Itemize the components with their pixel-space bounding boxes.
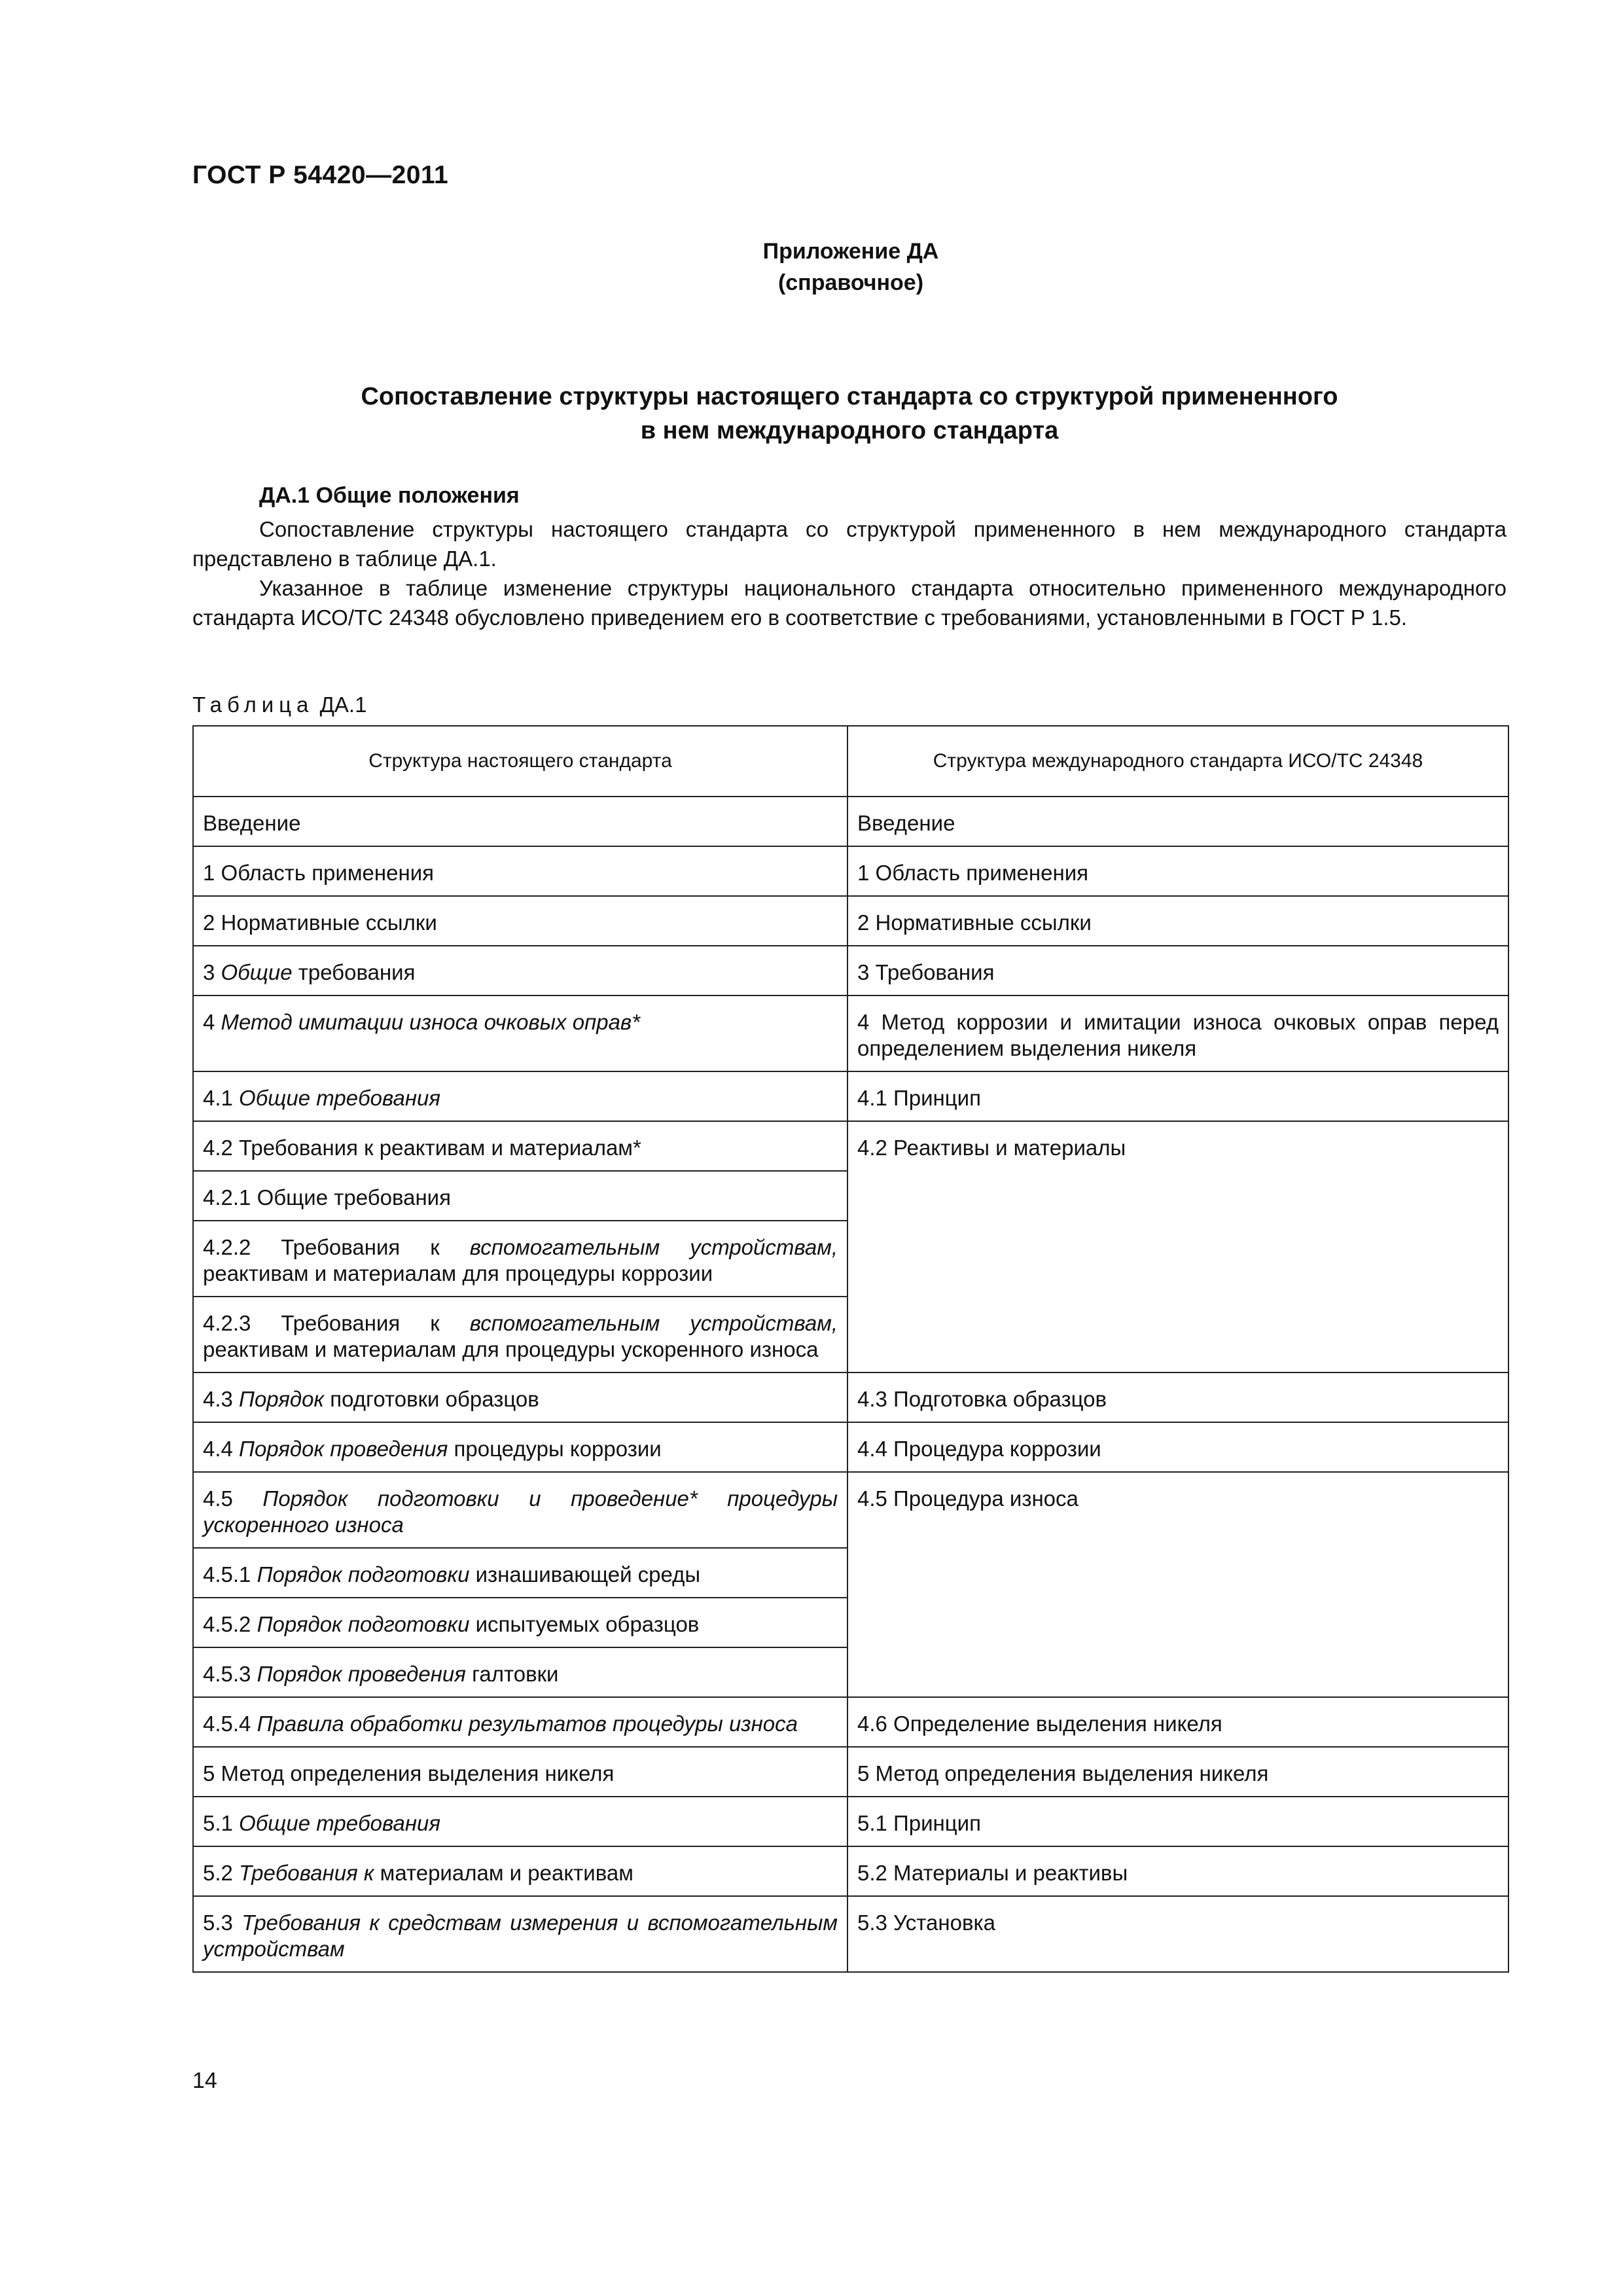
- document-title-line-1: Сопоставление структуры настоящего стандарта со структурой примененного: [361, 383, 1338, 410]
- cell-italic-text: Порядок подготовки: [257, 1612, 470, 1636]
- table-caption-number: ДА.1: [319, 692, 367, 717]
- document-title-line-2: в нем международного стандарта: [640, 417, 1059, 444]
- table-header-row: [193, 726, 1508, 797]
- table-row: [193, 996, 1508, 1071]
- table-cell-right-merged: 4.5 Процедура износа: [847, 1472, 1508, 1697]
- table-cell-left: [193, 946, 847, 996]
- table-row: [193, 1896, 1508, 1972]
- table-cell-left: [193, 1372, 847, 1422]
- cell-number: 3: [203, 960, 215, 984]
- section-heading: ДА.1 Общие положения: [259, 483, 520, 508]
- table-row: [193, 896, 1508, 946]
- table-cell-left: [193, 1598, 847, 1647]
- table-cell-right: 2 Нормативные ссылки: [847, 896, 1508, 946]
- table-cell-left: Введение: [193, 797, 847, 846]
- cell-number: 5.2: [203, 1861, 233, 1885]
- cell-text: требования: [298, 960, 416, 984]
- cell-text: реактивам и материалам для процедуры коррозии: [203, 1261, 713, 1285]
- table-cell-right: 5.2 Материалы и реактивы: [847, 1846, 1508, 1896]
- table-cell-left: 4.2 Требования к реактивам и материалам*: [193, 1121, 847, 1171]
- cell-text: 4.2.2 Требования к: [203, 1235, 440, 1259]
- cell-italic-text: Порядок проведения: [239, 1437, 448, 1461]
- cell-number: 4.4: [203, 1437, 233, 1461]
- table-header-cell: Структура международного стандарта ИСО/ТС 24348: [847, 726, 1508, 797]
- cell-text: изнашивающей среды: [475, 1562, 701, 1587]
- table-cell-left: [193, 1647, 847, 1697]
- cell-text: реактивам и материалам для процедуры ускоренного износа: [203, 1337, 819, 1361]
- cell-number: 4.5.3: [203, 1662, 251, 1686]
- table-cell-left: 5 Метод определения выделения никеля: [193, 1747, 847, 1797]
- cell-italic-text: Требования к: [239, 1861, 374, 1885]
- table-row: [193, 797, 1508, 846]
- table-cell-right: 5.3 Установка: [847, 1896, 1508, 1972]
- table-row: [193, 1797, 1508, 1846]
- table-cell-left: [193, 1548, 847, 1598]
- cell-italic-text: Общие требования: [239, 1086, 440, 1110]
- cell-italic-text: Порядок подготовки: [257, 1562, 470, 1587]
- table-cell-right: 4.6 Определение выделения никеля: [847, 1697, 1508, 1747]
- table-cell-left: [193, 1697, 847, 1747]
- cell-italic-text: Порядок проведения: [257, 1662, 466, 1686]
- cell-number: 5.1: [203, 1811, 233, 1835]
- table-row: [193, 946, 1508, 996]
- cell-italic-text: вспомогательным устройствам,: [469, 1311, 838, 1335]
- cell-number: 4.5.4: [203, 1712, 251, 1736]
- table-cell-right: 3 Требования: [847, 946, 1508, 996]
- cell-italic-text: Общие требования: [239, 1811, 440, 1835]
- table-row: [193, 1472, 1508, 1548]
- cell-number: 4: [203, 1010, 215, 1034]
- table-cell-right: Введение: [847, 797, 1508, 846]
- table-cell-right: 4.4 Процедура коррозии: [847, 1422, 1508, 1472]
- table-row: [193, 1747, 1508, 1797]
- cell-text: 4.2.3 Требования к: [203, 1311, 440, 1335]
- cell-text: процедуры коррозии: [454, 1437, 662, 1461]
- table-cell-right: 4.1 Принцип: [847, 1071, 1508, 1121]
- table-cell-left: [193, 1297, 847, 1372]
- table-cell-right: 4.3 Подготовка образцов: [847, 1372, 1508, 1422]
- appendix-subtitle: (справочное): [777, 270, 924, 295]
- appendix-heading: [0, 236, 1623, 298]
- paragraph-2: Указанное в таблице изменение структуры национального стандарта относительно примененного международного стандарта ИСО/ТС 24348 обусловлено приведением его в соответствие с требованиями, установленными в ГОСТ Р 1.5.: [192, 576, 1507, 630]
- cell-italic-text: Общие: [221, 960, 293, 984]
- document-title: [192, 380, 1507, 448]
- cell-number: 4.1: [203, 1086, 233, 1110]
- table-cell-right-merged: 4.2 Реактивы и материалы: [847, 1121, 1508, 1372]
- cell-italic-text: Метод имитации износа очковых оправ*: [221, 1010, 641, 1034]
- cell-text: подготовки образцов: [330, 1387, 539, 1411]
- table-cell-right: 5.1 Принцип: [847, 1797, 1508, 1846]
- table-row: [193, 846, 1508, 896]
- cell-number: 4.5.1: [203, 1562, 251, 1587]
- table-header-cell: Структура настоящего стандарта: [193, 726, 847, 797]
- cell-number: 4.5.2: [203, 1612, 251, 1636]
- table-row: [193, 1697, 1508, 1747]
- appendix-title: Приложение ДА: [762, 239, 939, 264]
- table-row: [193, 1422, 1508, 1472]
- table-row: [193, 1846, 1508, 1896]
- paragraph-1: Сопоставление структуры настоящего стандарта со структурой примененного в нем международного стандарта представлено в таблице ДА.1.: [192, 517, 1507, 571]
- document-code: ГОСТ Р 54420—2011: [192, 161, 449, 189]
- cell-italic-text: Требования к средствам измерения и вспомогательным устройствам: [203, 1910, 838, 1961]
- cell-text: испытуемых образцов: [475, 1612, 700, 1636]
- cell-italic-text: Порядок: [239, 1387, 325, 1411]
- table-row: [193, 1071, 1508, 1121]
- table-cell-left: [193, 1797, 847, 1846]
- table-row: [193, 1121, 1508, 1171]
- table-cell-left: [193, 1422, 847, 1472]
- table-caption-label: Таблица: [192, 692, 314, 717]
- cell-number: 4.3: [203, 1387, 233, 1411]
- table-cell-right: 5 Метод определения выделения никеля: [847, 1747, 1508, 1797]
- table-cell-left: 4.2.1 Общие требования: [193, 1171, 847, 1221]
- table-caption: [192, 692, 366, 717]
- table-cell-left: 2 Нормативные ссылки: [193, 896, 847, 946]
- table-cell-left: [193, 1472, 847, 1548]
- table-cell-right: 1 Область применения: [847, 846, 1508, 896]
- cell-number: 5.3: [203, 1910, 233, 1935]
- cell-text: материалам и реактивам: [380, 1861, 633, 1885]
- cell-italic-text: Правила обработки результатов процедуры износа: [257, 1712, 798, 1736]
- cell-text: галтовки: [472, 1662, 559, 1686]
- structure-comparison-table: [192, 725, 1508, 1973]
- table-row: [193, 1372, 1508, 1422]
- page-number: 14: [192, 2068, 217, 2093]
- cell-italic-text: Порядок подготовки и проведение* процедуры ускоренного износа: [203, 1486, 838, 1537]
- table-cell-left: [193, 1896, 847, 1972]
- table-cell-left: [193, 1846, 847, 1896]
- table-cell-left: 1 Область применения: [193, 846, 847, 896]
- cell-italic-text: вспомогательным устройствам,: [469, 1235, 838, 1259]
- table-cell-left: [193, 996, 847, 1071]
- cell-number: 4.5: [203, 1486, 233, 1511]
- table-cell-left: [193, 1071, 847, 1121]
- table-cell-left: [193, 1221, 847, 1297]
- table-cell-right: 4 Метод коррозии и имитации износа очковых оправ перед определением выделения никеля: [847, 996, 1508, 1071]
